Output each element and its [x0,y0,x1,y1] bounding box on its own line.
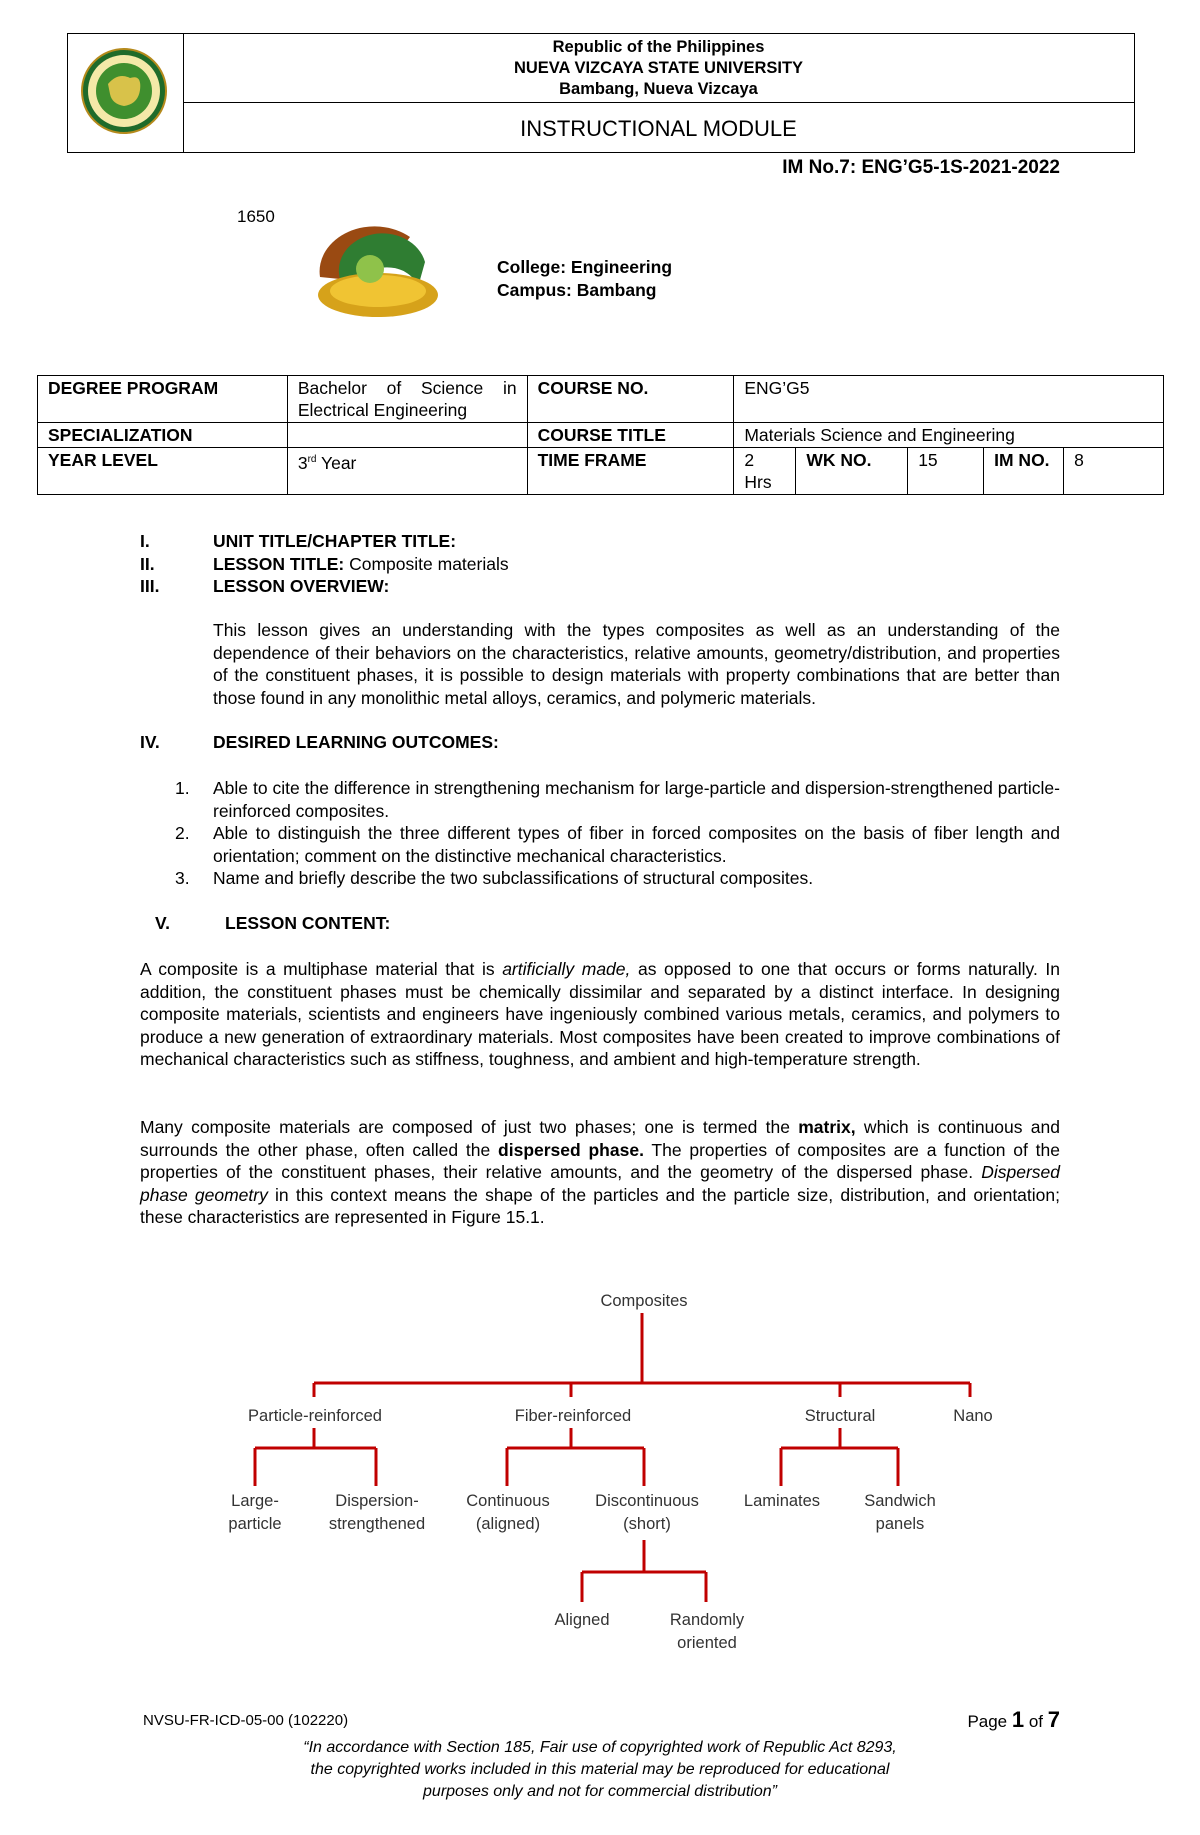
im-no-label: IM NO. [984,448,1064,495]
list-text: Name and briefly describe the two subclassifications of structural composites. [213,868,814,889]
section-label: LESSON OVERVIEW: [213,576,390,596]
section-lesson-title [140,553,1060,576]
degree-program-label: DEGREE PROGRAM [38,376,288,423]
node-dispersion-strengthened [329,1490,425,1536]
text-run: in this context means the shape of the particles and the particle size, distribution, and orientation; these characteristics are represented in Figure 15.1. [140,1184,1060,1228]
table-row [38,423,1164,448]
wk-no-value: 15 [908,448,984,495]
node-line: Discontinuous [595,1492,699,1510]
list-text: Able to distinguish the three different types of fiber in forced composites on the basis of fiber length and orientation; comment on the distinctive mechanical characteristics. [213,823,1060,866]
year-level-value [287,448,527,495]
module-title: INSTRUCTIONAL MODULE [520,116,797,141]
year-level-word: Year [316,452,357,473]
outcomes-list [175,777,1060,890]
node-large-particle [228,1490,281,1536]
course-no-label: COURSE NO. [527,376,734,423]
node-sandwich-panels [864,1490,936,1536]
section-label: LESSON CONTENT: [225,913,391,933]
college-campus [497,256,672,302]
text-run: which is continuous and surrounds the other phase, often called the [140,1117,1060,1160]
republic-line: Republic of the Philippines [552,38,765,56]
list-item [175,867,1060,890]
list-text: Able to cite the difference in strengthening mechanism for large-particle and dispersion-strengthened particle-reinforced composites. [213,778,1060,821]
node-particle-reinforced: Particle-reinforced [248,1407,382,1425]
node-aligned: Aligned [554,1611,610,1629]
node-discontinuous-short [595,1490,699,1536]
section-label: LESSON TITLE: [213,553,345,574]
section-label: UNIT TITLE/CHAPTER TITLE: [213,531,457,551]
university-location: Bambang, Nueva Vizcaya [559,80,758,98]
node-continuous-aligned [466,1490,549,1536]
college-logo-icon [300,217,450,327]
node-composites: Composites [600,1292,688,1310]
node-line: particle [228,1515,282,1533]
section-number: II. [140,553,155,574]
course-no-value: ENG’G5 [734,376,1164,423]
college-label: College: Engineering [497,257,673,277]
course-title-value: Materials Science and Engineering [734,423,1164,448]
node-randomly-oriented [670,1609,744,1655]
page-word: Page [967,1712,1012,1731]
campus-label: Campus: Bambang [497,280,657,300]
of-word: of [1024,1712,1048,1731]
section-unit-title [140,530,1060,553]
node-line: Continuous [466,1492,550,1510]
section-number: IV. [140,732,160,752]
term-matrix: matrix, [798,1117,856,1137]
university-seal-icon [68,34,180,152]
list-item [175,822,1060,867]
time-frame-value: 2 Hrs [734,448,796,495]
degree-program-value: Bachelor of Science in Electrical Engineering [287,376,527,423]
content-paragraph-1 [140,958,1060,1071]
section-number: III. [140,576,160,596]
content-paragraph-2 [140,1116,1060,1229]
section-lesson-overview [140,575,1060,598]
time-frame-label: TIME FRAME [527,448,734,495]
year-level-label: YEAR LEVEL [38,448,288,495]
node-line: (aligned) [475,1515,541,1533]
year-level-num: 3 [297,452,308,473]
table-row [38,376,1164,423]
node-fiber-reinforced: Fiber-reinforced [514,1407,632,1425]
node-line: Randomly [669,1611,745,1629]
text-run: Many composite materials are composed of just two phases; one is termed the [140,1117,799,1137]
lesson-title-line [213,553,509,576]
list-number: 2. [175,823,190,844]
course-info-table [37,375,1164,495]
specialization-value [287,423,527,448]
section-lesson-content [155,912,1055,935]
text-run: as opposed to one that occurs or forms naturally. In addition, the constituent phases must be chemically dissimilar and separated by a distinct interface. In designing composite materials, scientists and engineers have ingeniously combined various metals, ceramics, and polymers to produce a new generation of extraordinary materials. Most composites have been created to improve combinations of mechanical characteristics such as stiffness, toughness, and ambient and high-temperature strength. [140,959,1060,1070]
node-line: oriented [677,1634,737,1652]
specialization-label: SPECIALIZATION [38,423,288,448]
list-item [175,777,1060,822]
year-level-sup: rd [307,454,317,465]
table-row [38,448,1164,495]
node-line: Large- [231,1492,279,1510]
text-run-italic: artificially made, [502,959,631,979]
header-titles [183,37,1134,100]
overview-paragraph: This lesson gives an understanding with the types composites as well as an understanding of the dependence of their behaviors on the characteristics, relative amounts, geometry/distribution, and properties of the constituent phases, it is possible to design materials with property combinations that are better than those found in any monolithic metal alloys, ceramics, and polymeric materials. [213,620,1060,708]
section-number: V. [155,913,170,933]
founded-year: 1650 [237,207,275,226]
section-label: DESIRED LEARNING OUTCOMES: [213,732,499,752]
node-line: Sandwich [864,1492,936,1510]
section-learning-outcomes [140,731,1060,754]
lesson-title-value: Composite materials [344,553,509,574]
page-indicator [967,1707,1060,1733]
wk-no-label: WK NO. [796,448,908,495]
course-title-label: COURSE TITLE [527,423,734,448]
node-line: strengthened [328,1515,426,1533]
node-nano: Nano [953,1407,993,1425]
page-total: 7 [1047,1707,1060,1732]
im-number: IM No.7: ENG’G5-1S-2021-2022 [782,157,1060,178]
copyright-notice: “In accordance with Section 185, Fair use of copyrighted work of Republic Act 8293, the copyrighted works included in this material may be reproduced for educational purposes only and not for commercial distribution” [303,1739,897,1800]
list-number: 3. [175,868,190,889]
page-number: 1 [1011,1707,1025,1732]
node-line: Dispersion- [335,1492,419,1510]
text-run: A composite is a multiphase material that is [140,959,503,979]
university-name: NUEVA VIZCAYA STATE UNIVERSITY [513,59,804,77]
text-run-italic: Dispersed phase geometry [140,1162,1060,1205]
sections-heading-block [140,530,1060,598]
im-no-value: 8 [1064,448,1164,495]
form-code: NVSU-FR-ICD-05-00 (102220) [143,1712,349,1729]
list-number: 1. [175,778,190,798]
node-line: (short) [623,1515,671,1533]
section-number: I. [140,531,150,551]
node-structural: Structural [804,1407,876,1425]
university-seal-cell [68,34,184,152]
text-run: The properties of composites are a function of the properties of the constituent phases, their relative amounts, and the geometry of the dispersed phase. [140,1139,1060,1183]
node-laminates: Laminates [743,1492,821,1510]
node-line: panels [875,1515,925,1533]
header-box [67,33,1135,153]
header-divider [183,102,1134,103]
term-dispersed-phase: dispersed phase. [498,1139,644,1160]
